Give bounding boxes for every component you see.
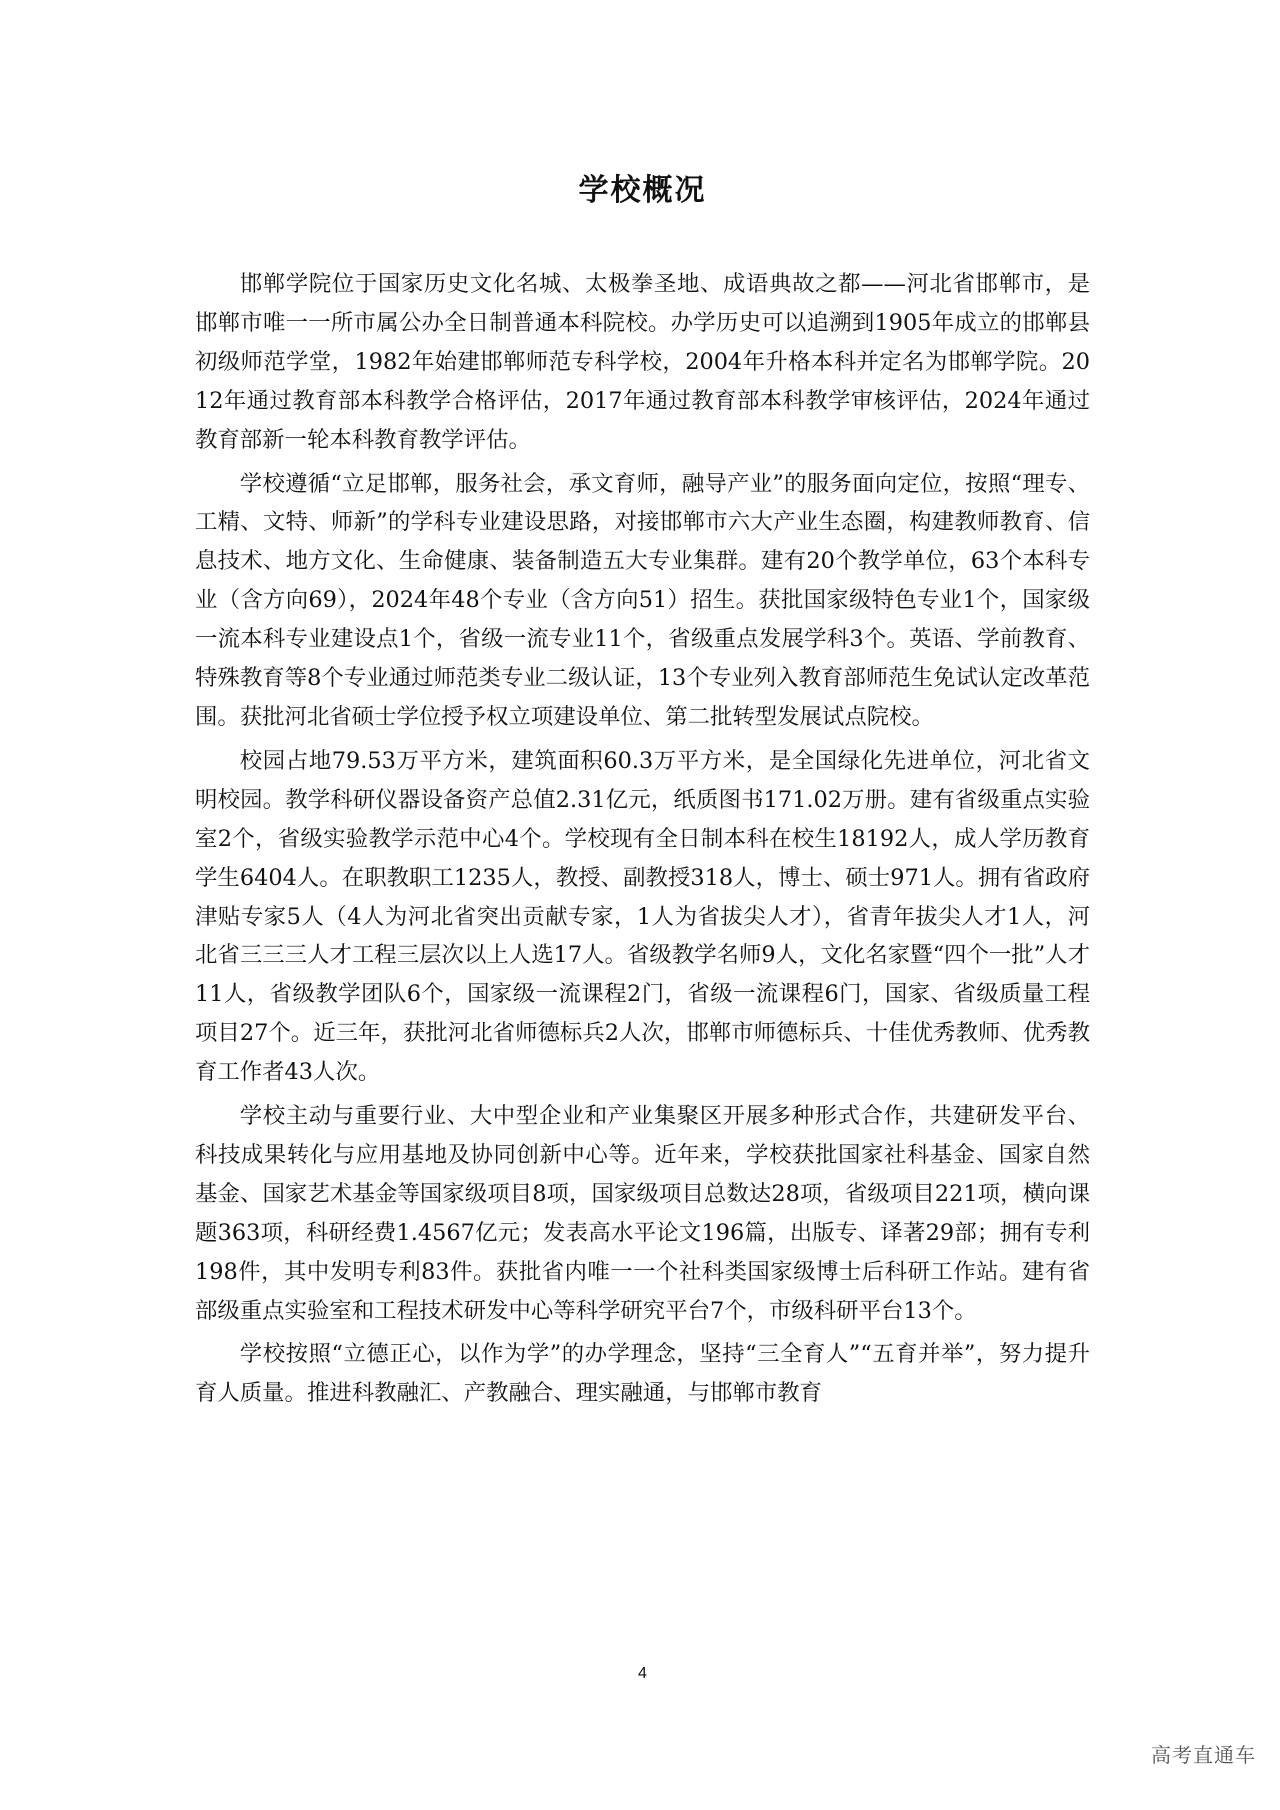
watermark: 高考直通车	[1151, 1743, 1256, 1767]
paragraph-positioning: 学校遵循“立足邯郸，服务社会，承文育师，融导产业”的服务面向定位，按照“理专、工精、文特、师新”的学科专业建设思路，对接邯郸市六大产业生态圈，构建教师教育、信息技术、地方文化、生命健康、装备制造五大专业集群。建有20个教学单位，63个本科专业（含方向69），2024年48个专业（含方向51）招生。获批国家级特色专业1个，国家级一流本科专业建设点1个，省级一流专业11个，省级重点发展学科3个。英语、学前教育、特殊教育等8个专业通过师范类专业二级认证，13个专业列入教育部师范生免试认定改革范围。获批河北省硕士学位授予权立项建设单位、第二批转型发展试点院校。	[195, 470, 1090, 730]
document-page	[195, 0, 1090, 1810]
paragraph-research: 学校主动与重要行业、大中型企业和产业集聚区开展多种形式合作，共建研发平台、科技成果转化与应用基地及协同创新中心等。近年来，学校获批国家社科基金、国家自然基金、国家艺术基金等国家级项目8项，国家级项目总数达28项，省级项目221项，横向课题363项，科研经费1.4567亿元；发表高水平论文196篇，出版专、译著29部；拥有专利198件，其中发明专利83件。获批省内唯一一个社科类国家级博士后科研工作站。建有省部级重点实验室和工程技术研发中心等科学研究平台7个，市级科研平台13个。	[195, 1103, 1090, 1324]
paragraph-campus: 校园占地79.53万平方米，建筑面积60.3万平方米，是全国绿化先进单位，河北省文明校园。教学科研仪器设备资产总值2.31亿元，纸质图书171.02万册。建有省级重点实验室2个，省级实验教学示范中心4个。学校现有全日制本科在校生18192人，成人学历教育学生6404人。在职教职工1235人，教授、副教授318人，博士、硕士971人。拥有省政府津贴专家5人（4人为河北省突出贡献专家，1人为省拔尖人才），省青年拔尖人才1人，河北省三三三人才工程三层次以上人选17人。省级教学名师9人，文化名家暨“四个一批”人才11人，省级教学团队6个，国家级一流课程2门，省级一流课程6门，国家、省级质量工程项目27个。近三年，获批河北省师德标兵2人次，邯郸市师德标兵、十佳优秀教师、优秀教育工作者43人次。	[195, 747, 1090, 1086]
paragraph-intro: 邯郸学院位于国家历史文化名城、太极拳圣地、成语典故之都——河北省邯郸市，是邯郸市唯一一所市属公办全日制普通本科院校。办学历史可以追溯到1905年成立的邯郸县初级师范学堂，1982年始建邯郸师范专科学校，2004年升格本科并定名为邯郸学院。2012年通过教育部本科教学合格评估，2017年通过教育部本科教学审核评估，2024年通过教育部新一轮本科教育教学评估。	[195, 271, 1090, 453]
body-text	[195, 265, 1090, 1418]
paragraph-philosophy: 学校按照“立德正心，以作为学”的办学理念，坚持“三全育人”“五育并举”，努力提升育人质量。推进科教融汇、产教融合、理实融通，与邯郸市教育	[195, 1341, 1090, 1407]
page-title: 学校概况	[578, 173, 707, 208]
page-number: 4	[638, 1665, 647, 1682]
